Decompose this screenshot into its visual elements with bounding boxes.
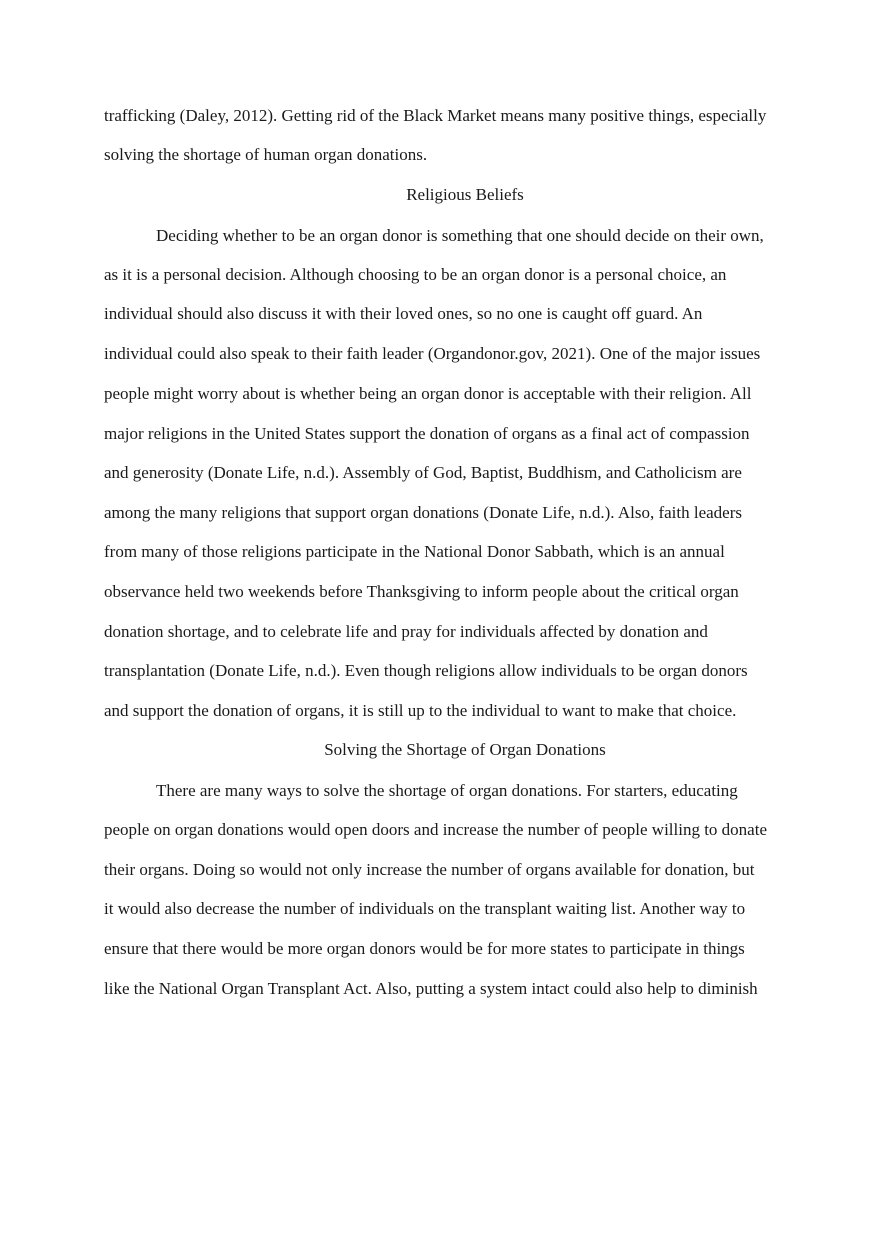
paragraph-line: it would also decrease the number of individuals on the transplant waiting list. Another way to — [104, 899, 746, 918]
paragraph-line: observance held two weekends before Thanksgiving to inform people about the critical organ — [104, 582, 739, 601]
paragraph-line: as it is a personal decision. Although choosing to be an organ donor is a personal choice, an — [104, 265, 727, 284]
section-heading-religious-beliefs: Religious Beliefs — [406, 185, 524, 204]
paragraph-line: people on organ donations would open doors and increase the number of people willing to donate — [104, 820, 767, 839]
paragraph-line: people might worry about is whether being an organ donor is acceptable with their religion. All — [104, 384, 752, 403]
paragraph-line: donation shortage, and to celebrate life and pray for individuals affected by donation and — [104, 622, 708, 641]
paragraph-line: like the National Organ Transplant Act. Also, putting a system intact could also help to diminish — [104, 979, 758, 998]
paragraph-line: individual should also discuss it with their loved ones, so no one is caught off guard. An — [104, 304, 703, 323]
paragraph-line: trafficking (Daley, 2012). Getting rid of the Black Market means many positive things, especially — [104, 106, 767, 125]
paragraph-line: their organs. Doing so would not only increase the number of organs available for donation, but — [104, 860, 755, 879]
paragraph-line: from many of those religions participate in the National Donor Sabbath, which is an annual — [104, 542, 725, 561]
paragraph-line: There are many ways to solve the shortage of organ donations. For starters, educating — [156, 781, 738, 800]
paragraph-line: solving the shortage of human organ donations. — [104, 145, 428, 164]
paragraph-line: among the many religions that support organ donations (Donate Life, n.d.). Also, faith leaders — [104, 503, 742, 522]
paragraph-line: ensure that there would be more organ donors would be for more states to participate in things — [104, 939, 745, 958]
paragraph-line: major religions in the United States support the donation of organs as a final act of compassion — [104, 424, 750, 443]
paragraph-line: and support the donation of organs, it is still up to the individual to want to make that choice. — [104, 701, 737, 720]
paragraph-line: and generosity (Donate Life, n.d.). Assembly of God, Baptist, Buddhism, and Catholicism are — [104, 463, 742, 482]
section-heading-solving-shortage: Solving the Shortage of Organ Donations — [324, 740, 606, 759]
paragraph-line: transplantation (Donate Life, n.d.). Even though religions allow individuals to be organ donors — [104, 661, 748, 680]
paragraph-line: Deciding whether to be an organ donor is something that one should decide on their own, — [156, 226, 764, 245]
paragraph-line: individual could also speak to their faith leader (Organdonor.gov, 2021). One of the major issues — [104, 344, 761, 363]
